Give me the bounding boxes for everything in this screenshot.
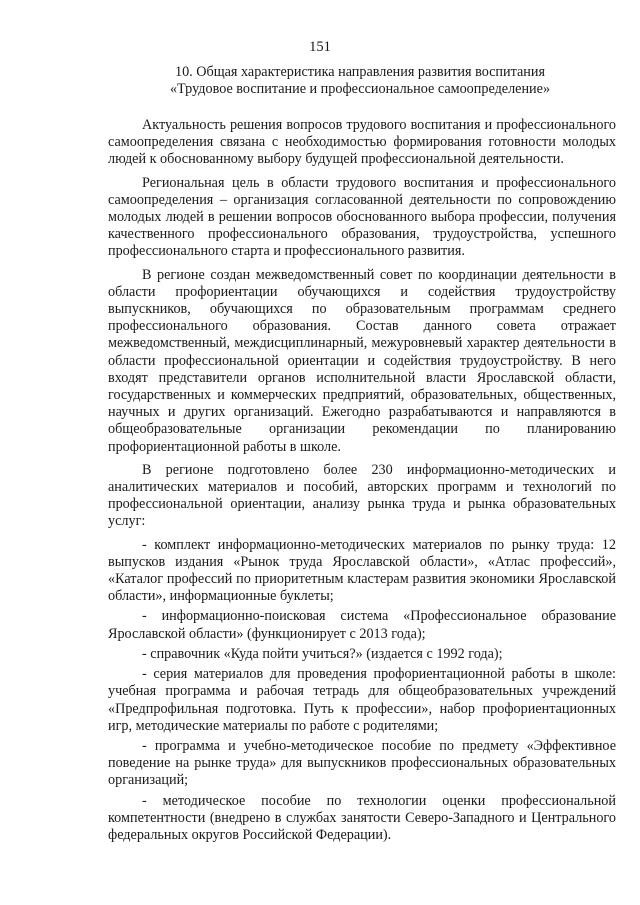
- section-heading-line-1: 10. Общая характеристика направления развития воспитания: [174, 64, 546, 80]
- paragraph-materials-intro: В регионе подготовлено более 230 информационно-методических и аналитических материалов и пособий, авторских программ и технологий по профессиональной ориентации, анализу рынка труда и рынка образовательных услуг:: [108, 461, 616, 530]
- paragraph-regional-goal: Региональная цель в области трудового воспитания и профессионального самоопределения – организация согласованной деятельности по сопровождению молодых людей в решении вопросов обоснованного выбора профессии, получения качественного профессионального образования, трудоустройства, успешного профессионального старта и профессионального развития.: [108, 174, 616, 260]
- list-item: - справочник «Куда пойти учиться?» (издается с 1992 года);: [142, 645, 503, 662]
- list-item: - информационно-поисковая система «Профессиональное образование Ярославской области» (функционирует с 2013 года);: [108, 608, 616, 642]
- list-item: - серия материалов для проведения профориентационной работы в школе: учебная программа и рабочая тетрадь для общеобразовательных учреждений «Предпрофильная подготовка. Путь к профессии», набор профориентационных игр, методические материалы по работе с родителями;: [108, 666, 616, 734]
- list-item: - методическое пособие по технологии оценки профессиональной компетентности (внедрено в службах занятости Северо-Западного и Центрального федеральных округов Российской Федерации).: [108, 792, 616, 843]
- paragraph-interagency-council: В регионе создан межведомственный совет по координации деятельности в области профориентации обучающихся и содействия трудоустройству выпускников, обучающихся по образовательным программам среднего профессионального образования. Состав данного совета отражает межведомственный, междисциплинарный, межуровневый характер деятельности в области профессиональной ориентации и содействия трудоустройству. В него входят представители органов исполнительной власти Ярославской области, государственных и коммерческих предприятий, образовательных, общественных, научных и других организаций. Ежегодно разрабатываются и направляются в общеобразовательные организации рекомендации по планированию профориентационной работы в школе.: [108, 266, 616, 455]
- section-heading: [100, 64, 620, 98]
- document-body: [108, 117, 616, 847]
- list-item: - программа и учебно-методическое пособие по предмету «Эффективное поведение на рынке труда» для выпускников профессиональных образовательных организаций;: [108, 737, 616, 789]
- section-heading-line-2: «Трудовое воспитание и профессиональное самоопределение»: [169, 81, 551, 97]
- list-item: - комплект информационно-методических материалов по рынку труда: 12 выпусков издания «Рынок труда Ярославской области», «Атлас профессий», «Каталог профессий по приоритетным кластерам развития экономики Ярославской области», информационные буклеты;: [108, 536, 616, 605]
- paragraph-relevance: Актуальность решения вопросов трудового воспитания и профессионального самоопределения связана с необходимостью формирования готовности молодых людей к обоснованному выбору будущей профессиональной деятельности.: [108, 117, 616, 168]
- page-number: 151: [309, 39, 331, 55]
